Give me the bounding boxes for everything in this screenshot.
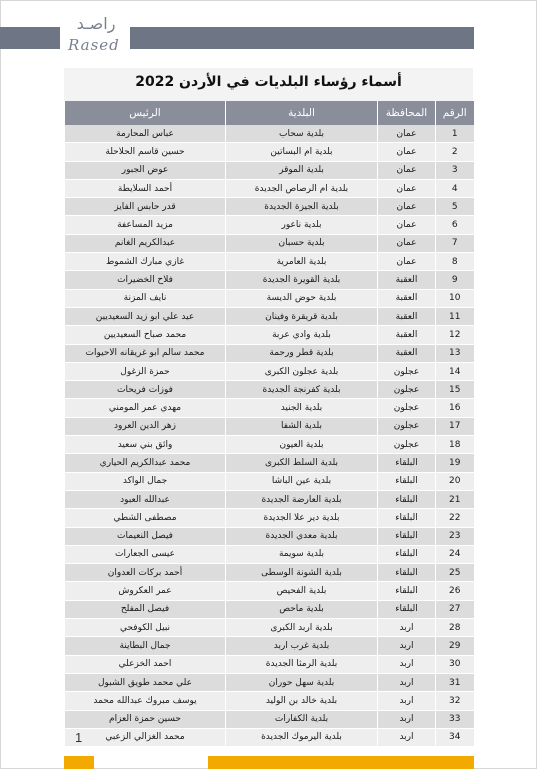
table-row — [65, 253, 474, 271]
table-row — [65, 143, 474, 161]
cell-head: فيصل المفلح — [65, 600, 226, 618]
cell-municipality: بلدية كفرنجة الجديدة — [226, 381, 378, 399]
cell-governorate: العقبة — [378, 326, 436, 344]
cell-municipality: بلدية دير علا الجديدة — [226, 509, 378, 527]
cell-municipality: بلدية خالد بن الوليد — [226, 692, 378, 710]
cell-governorate: البلقاء — [378, 582, 436, 600]
table-row — [65, 179, 474, 197]
cell-governorate: البلقاء — [378, 472, 436, 490]
cell-governorate: العقبة — [378, 344, 436, 362]
cell-municipality: بلدية ناعور — [226, 216, 378, 234]
cell-municipality: بلدية حسبان — [226, 234, 378, 252]
cell-governorate: العقبة — [378, 289, 436, 307]
cell-number: 29 — [436, 637, 474, 655]
cell-number: 21 — [436, 490, 474, 508]
cell-head: قدر حابس الفايز — [65, 198, 226, 216]
cell-head: عباس المحارمة — [65, 125, 226, 143]
cell-governorate: عمان — [378, 216, 436, 234]
cell-governorate: البلقاء — [378, 527, 436, 545]
cell-municipality: بلدية اربد الكبرى — [226, 619, 378, 637]
header-band-left — [0, 27, 60, 49]
cell-number: 9 — [436, 271, 474, 289]
cell-number: 32 — [436, 692, 474, 710]
table-row — [65, 655, 474, 673]
cell-governorate: اربد — [378, 619, 436, 637]
cell-head: أحمد السلايطة — [65, 179, 226, 197]
table-header-row — [65, 101, 474, 125]
cell-governorate: اربد — [378, 655, 436, 673]
cell-head: مهدي عمر المومني — [65, 399, 226, 417]
cell-head: فوزات فريحات — [65, 381, 226, 399]
table-row — [65, 490, 474, 508]
cell-number: 30 — [436, 655, 474, 673]
cell-municipality: بلدية الرمثا الجديدة — [226, 655, 378, 673]
cell-municipality: بلدية اليرموك الجديدة — [226, 728, 378, 746]
cell-municipality: بلدية قطر ورحمة — [226, 344, 378, 362]
cell-number: 5 — [436, 198, 474, 216]
cell-number: 10 — [436, 289, 474, 307]
cell-number: 26 — [436, 582, 474, 600]
cell-number: 17 — [436, 417, 474, 435]
cell-head: نايف المزنة — [65, 289, 226, 307]
cell-municipality: بلدية القويرة الجديدة — [226, 271, 378, 289]
cell-number: 31 — [436, 673, 474, 691]
cell-number: 3 — [436, 161, 474, 179]
cell-governorate: اربد — [378, 673, 436, 691]
cell-municipality: بلدية السلط الكبرى — [226, 454, 378, 472]
cell-number: 6 — [436, 216, 474, 234]
cell-head: محمد الغزالي الزعبي — [65, 728, 226, 746]
cell-governorate: عجلون — [378, 362, 436, 380]
cell-municipality: بلدية سهل حوران — [226, 673, 378, 691]
table-row — [65, 673, 474, 691]
table-row — [65, 344, 474, 362]
table-row — [65, 545, 474, 563]
footer-band-left — [64, 756, 94, 769]
cell-municipality: بلدية وادي عربة — [226, 326, 378, 344]
table-row — [65, 564, 474, 582]
cell-governorate: البلقاء — [378, 490, 436, 508]
rased-logo — [64, 14, 130, 60]
cell-governorate: البلقاء — [378, 600, 436, 618]
table-body — [65, 125, 474, 747]
cell-governorate: عمان — [378, 179, 436, 197]
cell-number: 8 — [436, 253, 474, 271]
cell-municipality: بلدية الجيزة الجديدة — [226, 198, 378, 216]
table-row — [65, 582, 474, 600]
cell-number: 22 — [436, 509, 474, 527]
cell-number: 27 — [436, 600, 474, 618]
cell-municipality: بلدية عجلون الكبرى — [226, 362, 378, 380]
cell-head: وائق بني سعيد — [65, 436, 226, 454]
table-row — [65, 619, 474, 637]
cell-municipality: بلدية سحاب — [226, 125, 378, 143]
table-row — [65, 125, 474, 143]
cell-governorate: عمان — [378, 198, 436, 216]
cell-number: 28 — [436, 619, 474, 637]
cell-governorate: عمان — [378, 253, 436, 271]
cell-head: نبيل الكوفحي — [65, 619, 226, 637]
cell-head: فيصل النعيمات — [65, 527, 226, 545]
logo-latin-text: Rased — [68, 36, 120, 54]
cell-number: 2 — [436, 143, 474, 161]
cell-number: 33 — [436, 710, 474, 728]
table-row — [65, 234, 474, 252]
cell-head: جمال البطاينة — [65, 637, 226, 655]
cell-municipality: بلدية العارضة الجديدة — [226, 490, 378, 508]
cell-head: محمد عبدالكريم الحياري — [65, 454, 226, 472]
cell-governorate: البلقاء — [378, 454, 436, 472]
cell-head: جمال الواكد — [65, 472, 226, 490]
mayors-table — [64, 101, 474, 747]
cell-head: علي محمد طويق الشبول — [65, 673, 226, 691]
cell-municipality: بلدية العامرية — [226, 253, 378, 271]
cell-number: 12 — [436, 326, 474, 344]
cell-head: غازي مبارك الشموط — [65, 253, 226, 271]
table-row — [65, 600, 474, 618]
table-row — [65, 417, 474, 435]
cell-head: فلاح الخضيرات — [65, 271, 226, 289]
table-row — [65, 454, 474, 472]
cell-municipality: بلدية سويمة — [226, 545, 378, 563]
cell-head: حسين حمزة العزام — [65, 710, 226, 728]
cell-number: 24 — [436, 545, 474, 563]
cell-number: 13 — [436, 344, 474, 362]
table-row — [65, 527, 474, 545]
header-number: الرقم — [436, 101, 474, 125]
page-number: 1 — [75, 730, 83, 745]
table-row — [65, 271, 474, 289]
cell-governorate: اربد — [378, 710, 436, 728]
cell-head: عبدالله العبود — [65, 490, 226, 508]
cell-municipality: بلدية الشونة الوسطى — [226, 564, 378, 582]
table-row — [65, 710, 474, 728]
cell-municipality: بلدية عين الباشا — [226, 472, 378, 490]
table-row — [65, 637, 474, 655]
cell-number: 25 — [436, 564, 474, 582]
table-row — [65, 399, 474, 417]
cell-number: 16 — [436, 399, 474, 417]
cell-head: عوض الجبور — [65, 161, 226, 179]
cell-head: حسين قاسم الحلاحلة — [65, 143, 226, 161]
cell-governorate: عجلون — [378, 436, 436, 454]
table-row — [65, 381, 474, 399]
table-row — [65, 692, 474, 710]
cell-governorate: البلقاء — [378, 564, 436, 582]
cell-number: 14 — [436, 362, 474, 380]
table-row — [65, 161, 474, 179]
cell-head: عيد علي ابو زيد السعيديين — [65, 307, 226, 325]
cell-number: 4 — [436, 179, 474, 197]
cell-municipality: بلدية حوض الديسة — [226, 289, 378, 307]
cell-municipality: بلدية الشفا — [226, 417, 378, 435]
cell-head: يوسف مبروك عبدالله محمد — [65, 692, 226, 710]
cell-municipality: بلدية العيون — [226, 436, 378, 454]
cell-number: 15 — [436, 381, 474, 399]
table-row — [65, 198, 474, 216]
table-row — [65, 326, 474, 344]
cell-head: احمد الخزعلي — [65, 655, 226, 673]
cell-head: أحمد بركات العدوان — [65, 564, 226, 582]
cell-governorate: عجلون — [378, 417, 436, 435]
cell-municipality: بلدية غرب اربد — [226, 637, 378, 655]
header-band-right — [130, 27, 474, 49]
cell-municipality: بلدية الكفارات — [226, 710, 378, 728]
table-row — [65, 216, 474, 234]
footer-band-right — [208, 756, 474, 769]
cell-number: 18 — [436, 436, 474, 454]
cell-municipality: بلدية ام البساتين — [226, 143, 378, 161]
cell-municipality: بلدية ام الرصاص الجديدة — [226, 179, 378, 197]
cell-head: مزيد المساعفة — [65, 216, 226, 234]
cell-governorate: عمان — [378, 234, 436, 252]
page-title: أسماء رؤساء البلديات في الأردن 2022 — [135, 74, 402, 90]
cell-governorate: العقبة — [378, 307, 436, 325]
cell-municipality: بلدية معدي الجديدة — [226, 527, 378, 545]
cell-governorate: عمان — [378, 143, 436, 161]
cell-governorate: عمان — [378, 125, 436, 143]
table-row — [65, 436, 474, 454]
cell-municipality: بلدية قريقرة وفينان — [226, 307, 378, 325]
cell-head: محمد صباح السعيديين — [65, 326, 226, 344]
cell-municipality: بلدية الفحيص — [226, 582, 378, 600]
table-row — [65, 728, 474, 746]
cell-governorate: البلقاء — [378, 509, 436, 527]
cell-number: 1 — [436, 125, 474, 143]
table-row — [65, 289, 474, 307]
table-row — [65, 307, 474, 325]
cell-governorate: اربد — [378, 728, 436, 746]
logo-arabic-text: راصـد — [76, 14, 116, 33]
cell-municipality: بلدية الموقر — [226, 161, 378, 179]
cell-head: عيسى الجعارات — [65, 545, 226, 563]
document-body — [64, 68, 473, 743]
cell-head: عبدالكريم الغانم — [65, 234, 226, 252]
cell-municipality: بلدية الجنيد — [226, 399, 378, 417]
cell-governorate: عمان — [378, 161, 436, 179]
header-municipality: البلدية — [226, 101, 378, 125]
table-row — [65, 362, 474, 380]
cell-governorate: العقبة — [378, 271, 436, 289]
cell-governorate: البلقاء — [378, 545, 436, 563]
cell-number: 19 — [436, 454, 474, 472]
cell-head: زهر الدين العرود — [65, 417, 226, 435]
header-governorate: المحافظة — [378, 101, 436, 125]
cell-number: 20 — [436, 472, 474, 490]
cell-number: 23 — [436, 527, 474, 545]
cell-governorate: اربد — [378, 637, 436, 655]
cell-governorate: عجلون — [378, 381, 436, 399]
cell-governorate: عجلون — [378, 399, 436, 417]
table-row — [65, 509, 474, 527]
cell-number: 7 — [436, 234, 474, 252]
cell-number: 34 — [436, 728, 474, 746]
cell-head: مصطفى الشطي — [65, 509, 226, 527]
table-row — [65, 472, 474, 490]
header-head: الرئيس — [65, 101, 226, 125]
cell-head: محمد سالم ابو غريقانه الاحيوات — [65, 344, 226, 362]
cell-head: عمر العكروش — [65, 582, 226, 600]
cell-municipality: بلدية ماحص — [226, 600, 378, 618]
cell-head: حمزة الزغول — [65, 362, 226, 380]
cell-number: 11 — [436, 307, 474, 325]
cell-governorate: اربد — [378, 692, 436, 710]
